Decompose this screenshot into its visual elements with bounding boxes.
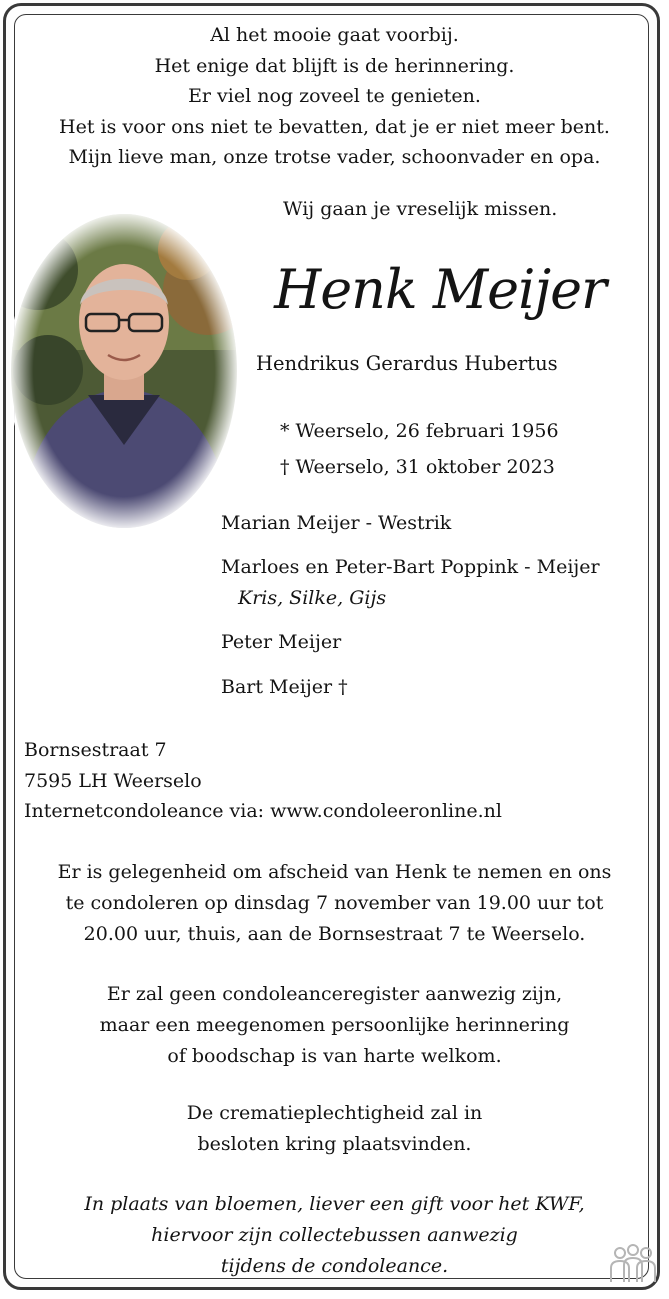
full-given-names: Hendrikus Gerardus Hubertus bbox=[256, 352, 558, 375]
family-spouse: Marian Meijer - Westrik bbox=[221, 512, 452, 534]
text-line: 20.00 uur, thuis, aan de Bornsestraat 7 te Weerselo. bbox=[83, 923, 586, 945]
text-line: maar een meegenomen persoonlijke herinnering bbox=[99, 1014, 570, 1036]
poem-line: Er viel nog zoveel te genieten. bbox=[188, 85, 481, 107]
text-line: te condoleren op dinsdag 7 november van 19.00 uur tot bbox=[65, 892, 604, 914]
address-block bbox=[24, 735, 502, 827]
text-line: of boodschap is van harte welkom. bbox=[167, 1045, 502, 1067]
visitation-paragraph bbox=[0, 857, 669, 950]
family-child: Peter Meijer bbox=[221, 631, 342, 653]
birth-date: * Weerselo, 26 februari 1956 bbox=[280, 420, 559, 442]
donation-paragraph bbox=[0, 1189, 669, 1282]
death-date: † Weerselo, 31 oktober 2023 bbox=[280, 456, 555, 478]
poem-line: Al het mooie gaat voorbij. bbox=[210, 24, 459, 46]
text-line: tijdens de condoleance. bbox=[220, 1255, 449, 1277]
text-line: De crematieplechtigheid zal in bbox=[186, 1102, 483, 1124]
deceased-name: Henk Meijer bbox=[274, 258, 606, 321]
poem bbox=[0, 20, 669, 173]
text-line: Er zal geen condoleanceregister aanwezig zijn, bbox=[106, 983, 563, 1005]
poem-line: Het is voor ons niet te bevatten, dat je er niet meer bent. bbox=[59, 115, 610, 138]
condolence-website: Internetcondoleance via: www.condoleeronline.nl bbox=[24, 800, 502, 822]
family-grandchildren: Kris, Silke, Gijs bbox=[238, 587, 387, 609]
register-paragraph bbox=[0, 979, 669, 1072]
street: Bornsestraat 7 bbox=[24, 739, 167, 761]
portrait-photo bbox=[8, 210, 240, 532]
missing-you-line: Wij gaan je vreselijk missen. bbox=[283, 198, 558, 220]
cremation-paragraph bbox=[0, 1098, 669, 1160]
people-group-icon bbox=[607, 1244, 659, 1284]
text-line: hiervoor zijn collectebussen aanwezig bbox=[151, 1224, 518, 1246]
poem-line: Mijn lieve man, onze trotse vader, schoonvader en opa. bbox=[68, 146, 601, 168]
postal-city: 7595 LH Weerselo bbox=[24, 769, 202, 792]
text-line: Er is gelegenheid om afscheid van Henk te nemen en ons bbox=[57, 861, 612, 883]
text-line: In plaats van bloemen, liever een gift voor het KWF, bbox=[84, 1193, 585, 1215]
text-line: besloten kring plaatsvinden. bbox=[197, 1133, 472, 1155]
poem-line: Het enige dat blijft is de herinnering. bbox=[154, 54, 515, 77]
life-dates bbox=[280, 413, 559, 485]
family-child: Marloes en Peter-Bart Poppink - Meijer bbox=[221, 556, 600, 578]
family-child: Bart Meijer † bbox=[221, 676, 348, 698]
